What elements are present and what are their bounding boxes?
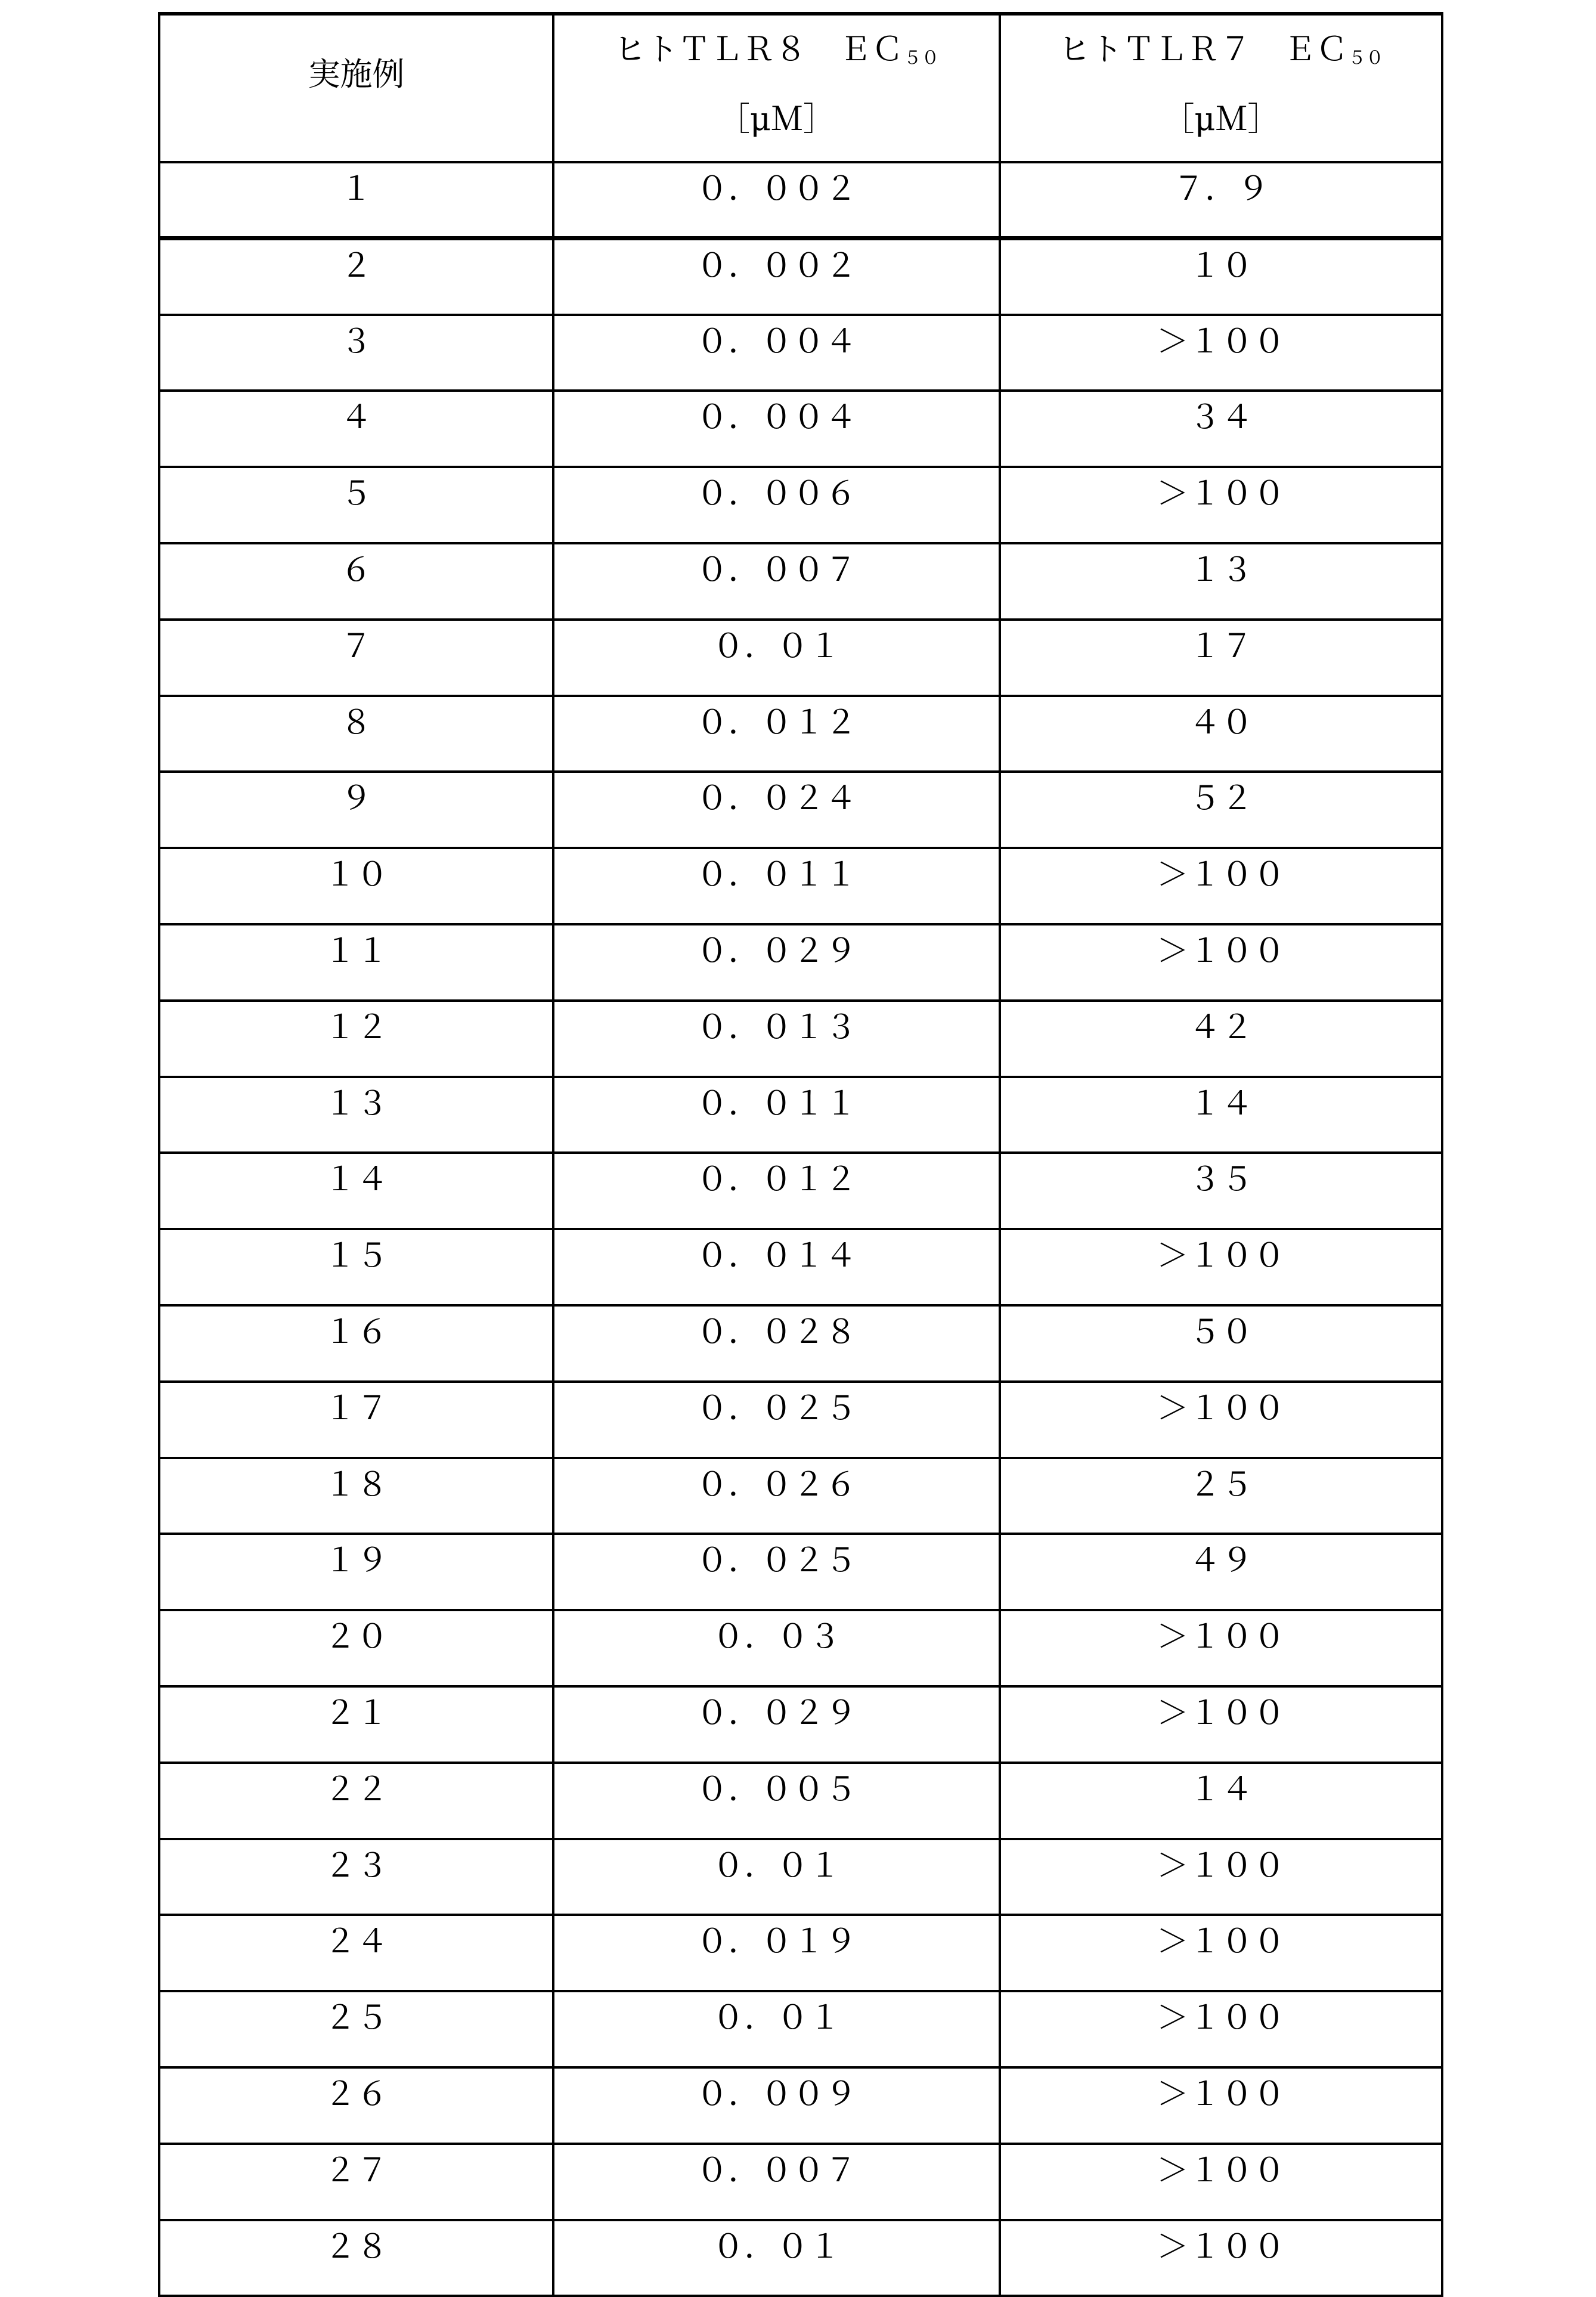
- table-row: [159, 391, 1442, 467]
- example-number-cell: １５: [159, 1229, 553, 1305]
- table-row: [159, 924, 1442, 1001]
- tlr8-ec50-cell: ０．００７: [553, 2144, 1000, 2220]
- tlr8-ec50-cell: ０．０２５: [553, 1534, 1000, 1610]
- table-row: [159, 2220, 1442, 2296]
- example-number-cell: ８: [159, 696, 553, 772]
- tlr7-ec50-cell: ４２: [1000, 1001, 1442, 1077]
- example-number-cell: １６: [159, 1305, 553, 1382]
- tlr7-ec50-cell: ＞１００: [1000, 1839, 1442, 1915]
- tlr7-ec50-cell: ＞１００: [1000, 1382, 1442, 1458]
- tlr7-ec50-cell: １４: [1000, 1763, 1442, 1839]
- example-number-cell: １０: [159, 848, 553, 924]
- table-row: [159, 1077, 1442, 1153]
- tlr8-ec50-cell: ０．００２: [553, 239, 1000, 315]
- tlr8-ec50-cell: ０．０２５: [553, 1382, 1000, 1458]
- table-row: [159, 1915, 1442, 1991]
- tlr7-ec50-cell: １４: [1000, 1077, 1442, 1153]
- tlr7-ec50-cell: ＞１００: [1000, 2144, 1442, 2220]
- example-number-cell: １９: [159, 1534, 553, 1610]
- tlr8-ec50-cell: ０．０１: [553, 620, 1000, 696]
- tlr7-ec50-cell: ３５: [1000, 1153, 1442, 1229]
- table-row: [159, 696, 1442, 772]
- tlr7-ec50-cell: ５０: [1000, 1305, 1442, 1382]
- table-row: [159, 1839, 1442, 1915]
- tlr7-ec50-cell: ２５: [1000, 1458, 1442, 1534]
- example-number-cell: １２: [159, 1001, 553, 1077]
- tlr8-ec50-cell: ０．００４: [553, 315, 1000, 391]
- tlr7-ec50-cell: ＞１００: [1000, 467, 1442, 543]
- tlr7-ec50-cell: ＞１００: [1000, 1686, 1442, 1763]
- table-row: [159, 1153, 1442, 1229]
- tlr7-ec50-cell: ４９: [1000, 1534, 1442, 1610]
- tlr8-ec50-cell: ０．００６: [553, 467, 1000, 543]
- tlr8-ec50-cell: ０．０１１: [553, 1077, 1000, 1153]
- example-number-cell: １４: [159, 1153, 553, 1229]
- table-row: [159, 2067, 1442, 2144]
- example-number-cell: ２５: [159, 1991, 553, 2067]
- tlr7-ec50-cell: ７．９: [1000, 162, 1442, 239]
- tlr7-ec50-cell: ＞１００: [1000, 2067, 1442, 2144]
- table-row: [159, 543, 1442, 620]
- tlr8-ec50-cell: ０．００５: [553, 1763, 1000, 1839]
- example-number-cell: １７: [159, 1382, 553, 1458]
- table-row: [159, 1534, 1442, 1610]
- example-number-cell: ２２: [159, 1763, 553, 1839]
- example-number-cell: ５: [159, 467, 553, 543]
- table-row: [159, 1763, 1442, 1839]
- table-row: [159, 1305, 1442, 1382]
- table-row: [159, 1382, 1442, 1458]
- table-row: [159, 467, 1442, 543]
- tlr8-ec50-cell: ０．０１２: [553, 1153, 1000, 1229]
- tlr8-ec50-cell: ０．００２: [553, 162, 1000, 239]
- example-number-cell: ２６: [159, 2067, 553, 2144]
- tlr7-ec50-cell: ＞１００: [1000, 315, 1442, 391]
- tlr8-ec50-cell: ０．０２９: [553, 1686, 1000, 1763]
- example-number-cell: １８: [159, 1458, 553, 1534]
- tlr8-ec50-cell: ０．００４: [553, 391, 1000, 467]
- table-row: [159, 162, 1442, 239]
- table-row: [159, 1229, 1442, 1305]
- table-row: [159, 2144, 1442, 2220]
- tlr7-ec50-cell: ３４: [1000, 391, 1442, 467]
- tlr8-ec50-cell: ０．００９: [553, 2067, 1000, 2144]
- example-number-cell: ２０: [159, 1610, 553, 1686]
- header-tlr8-ec50: ヒトＴＬＲ８ ＥＣ５０ ［μＭ］: [553, 14, 1000, 162]
- tlr8-ec50-cell: ０．０１４: [553, 1229, 1000, 1305]
- example-number-cell: ６: [159, 543, 553, 620]
- table-row: [159, 239, 1442, 315]
- example-number-cell: ９: [159, 772, 553, 848]
- tlr7-ec50-cell: ＞１００: [1000, 1229, 1442, 1305]
- table-row: [159, 1991, 1442, 2067]
- table-row: [159, 1686, 1442, 1763]
- tlr7-ec50-cell: ＞１００: [1000, 924, 1442, 1001]
- tlr8-ec50-cell: ０．０２４: [553, 772, 1000, 848]
- tlr7-ec50-cell: ＞１００: [1000, 1610, 1442, 1686]
- example-number-cell: ２７: [159, 2144, 553, 2220]
- header-example: 実施例: [159, 14, 553, 162]
- example-number-cell: １３: [159, 1077, 553, 1153]
- tlr8-ec50-cell: ０．０１２: [553, 696, 1000, 772]
- header-row: [159, 14, 1442, 162]
- table-row: [159, 315, 1442, 391]
- table-row: [159, 620, 1442, 696]
- example-number-cell: ３: [159, 315, 553, 391]
- tlr7-ec50-cell: ５２: [1000, 772, 1442, 848]
- tlr7-ec50-cell: ＞１００: [1000, 848, 1442, 924]
- tlr7-ec50-cell: １７: [1000, 620, 1442, 696]
- example-number-cell: ４: [159, 391, 553, 467]
- header-tlr7-ec50: ヒトＴＬＲ７ ＥＣ５０ ［μＭ］: [1000, 14, 1442, 162]
- tlr7-ec50-cell: ４０: [1000, 696, 1442, 772]
- table-row: [159, 1001, 1442, 1077]
- tlr8-ec50-cell: ０．０１９: [553, 1915, 1000, 1991]
- tlr8-ec50-cell: ０．０２６: [553, 1458, 1000, 1534]
- tlr8-ec50-cell: ０．０２８: [553, 1305, 1000, 1382]
- example-number-cell: １１: [159, 924, 553, 1001]
- tlr8-ec50-cell: ０．００７: [553, 543, 1000, 620]
- tlr8-ec50-cell: ０．０１: [553, 1839, 1000, 1915]
- example-number-cell: ２: [159, 239, 553, 315]
- example-number-cell: ７: [159, 620, 553, 696]
- table-row: [159, 1458, 1442, 1534]
- tlr8-ec50-cell: ０．０１１: [553, 848, 1000, 924]
- tlr8-ec50-cell: ０．０２９: [553, 924, 1000, 1001]
- tlr7-ec50-cell: １０: [1000, 239, 1442, 315]
- table-row: [159, 848, 1442, 924]
- tlr8-ec50-cell: ０．０１: [553, 2220, 1000, 2296]
- tlr8-ec50-cell: ０．０１３: [553, 1001, 1000, 1077]
- tlr7-ec50-cell: ＞１００: [1000, 1915, 1442, 1991]
- table-row: [159, 1610, 1442, 1686]
- tlr7-ec50-cell: ＞１００: [1000, 1991, 1442, 2067]
- table-row: [159, 772, 1442, 848]
- example-number-cell: １: [159, 162, 553, 239]
- tlr7-ec50-cell: ＞１００: [1000, 2220, 1442, 2296]
- example-number-cell: ２４: [159, 1915, 553, 1991]
- example-number-cell: ２３: [159, 1839, 553, 1915]
- tlr8-ec50-cell: ０．０３: [553, 1610, 1000, 1686]
- tlr7-ec50-cell: １３: [1000, 543, 1442, 620]
- tlr8-ec50-cell: ０．０１: [553, 1991, 1000, 2067]
- example-number-cell: ２１: [159, 1686, 553, 1763]
- tlr-ec50-table: [158, 12, 1443, 2297]
- example-number-cell: ２８: [159, 2220, 553, 2296]
